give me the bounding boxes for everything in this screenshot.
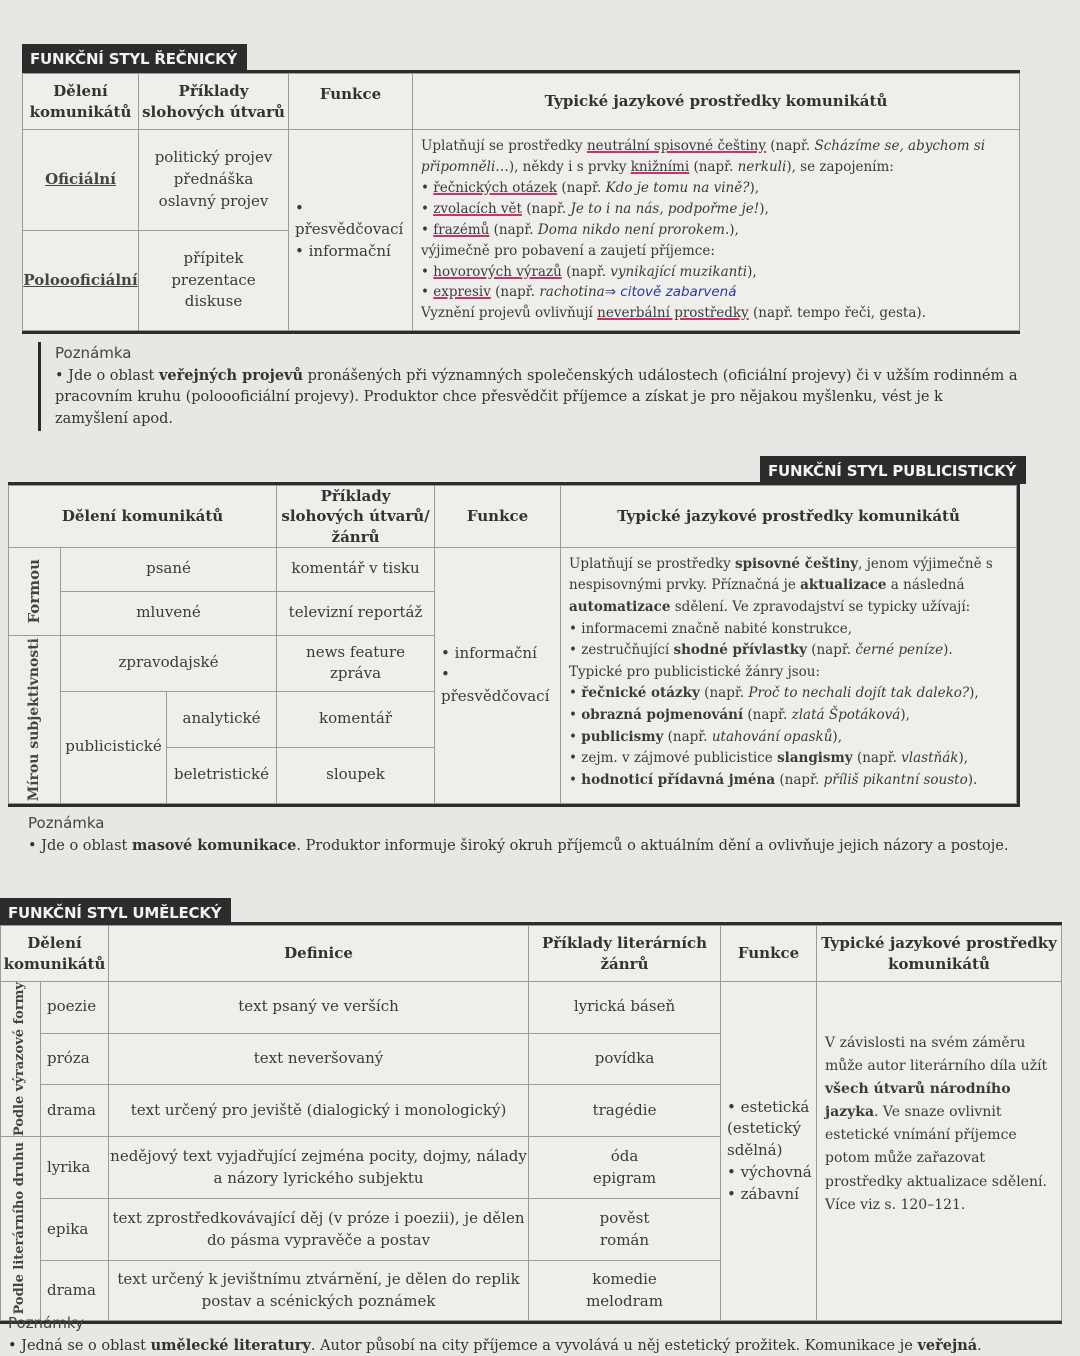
note-umelecky: [8, 1312, 1058, 1356]
function-item: • výchovná: [727, 1162, 812, 1181]
row-examples-oficialni: politický projev přednáška oslavný projev: [139, 130, 289, 231]
row-examples-polooficialni: přípitek prezentace diskuse: [139, 230, 289, 331]
row-label: drama: [41, 1261, 109, 1321]
row-label: drama: [41, 1085, 109, 1137]
umelecky-table: [0, 925, 1062, 1321]
functions-cell: [435, 547, 561, 803]
publicisticky-table: [8, 485, 1017, 804]
header-funkce: Funkce: [289, 74, 413, 130]
row-label: próza: [41, 1033, 109, 1085]
tag-publicisticky: FUNKČNÍ STYL PUBLICISTICKÝ: [760, 456, 1026, 484]
header-deleni: Dělení komunikátů: [23, 74, 139, 130]
header-prostredky: Typické jazykové prostředky komunikátů: [817, 926, 1062, 982]
function-item: • přesvědčovací: [441, 665, 550, 706]
row-label: epika: [41, 1199, 109, 1261]
row-example: povídka: [529, 1033, 721, 1085]
function-item: • estetická (estetický sdělná): [727, 1097, 810, 1160]
function-item: • informační: [295, 242, 391, 261]
functions-cell: [289, 130, 413, 331]
header-priklady: Příklady slohových útvarů/žánrů: [277, 486, 435, 548]
function-item: • informační: [441, 643, 537, 662]
functions-cell: [721, 982, 817, 1321]
section-umelecky: [0, 922, 1062, 1354]
row-definition: text zprostředkovávající děj (v próze i poezii), je dělen do pásma vypravěče a postav: [109, 1199, 529, 1261]
row-definition: nedějový text vyjadřující zejména pocity, dojmy, nálady a názory lyrického subjektu: [109, 1137, 529, 1199]
means-line: • zestručňující shodné přívlastky (např. černé peníze).: [569, 642, 953, 659]
means-line: Uplatňují se prostředky neutrální spisovné češtiny (např. Scházíme se, abychom si připomněli…), někdy i s prvky knižními (např. nerkuli), se zapojením:: [421, 138, 986, 175]
row-example: pověst román: [529, 1199, 721, 1261]
means-line: • řečnických otázek (např. Kdo je tomu na vině?),: [421, 179, 760, 196]
means-cell: [561, 547, 1017, 803]
row-definition: text psaný ve verších: [109, 982, 529, 1034]
row-definition: text určený k jevištnímu ztvárnění, je dělen do replik postav a scénických poznámek: [109, 1261, 529, 1321]
row-example: komedie melodram: [529, 1261, 721, 1321]
means-line: výjimečně pro pobavení a zaujetí příjemce:: [421, 242, 715, 259]
means-line: Typické pro publicistické žánry jsou:: [569, 663, 821, 680]
header-funkce: Funkce: [721, 926, 817, 982]
header-definice: Definice: [109, 926, 529, 982]
section-recnicky: [22, 70, 1020, 427]
header-prostredky: Typické jazykové prostředky komunikátů: [561, 486, 1017, 548]
note-publicisticky: [28, 812, 1020, 857]
row-beletristicke: beletristické: [167, 747, 277, 803]
header-funkce: Funkce: [435, 486, 561, 548]
note-title: Poznámky: [8, 1314, 84, 1332]
means-line: • hodnoticí přídavná jména (např. příliš pikantní sousto).: [569, 771, 978, 788]
example-mluvene: televizní reportáž: [277, 591, 435, 635]
note-text: • Jde o oblast veřejných projevů pronášených při významných společenských událostech (oficiální projevy) či v užším rodinném a pracovním kruhu (poloooficiální projevy). Produktor chce přesvědčit příjemce a získat je pro nějakou myšlenku, vést je k zamyšlení apod.: [55, 366, 1018, 427]
header-priklady: Příklady slohových útvarů: [139, 74, 289, 130]
row-label-oficialni: Oficiální: [23, 130, 139, 231]
row-publicisticke: publicistické: [61, 691, 167, 803]
row-example: óda epigram: [529, 1137, 721, 1199]
note-text: • Jde o oblast masové komunikace. Produktor informuje široký okruh příjemců o aktuálním dění a ovlivňuje jejich názory a postoje.: [28, 836, 1009, 854]
means-cell: [413, 130, 1020, 331]
header-deleni: Dělení komunikátů: [9, 486, 277, 548]
means-line: • informacemi značně nabité konstrukce,: [569, 620, 853, 637]
group-formou: Formou: [9, 547, 61, 635]
group-literarniho-druhu: Podle literárního druhu: [1, 1137, 41, 1321]
header-prostredky: Typické jazykové prostředky komunikátů: [413, 74, 1020, 130]
header-priklady: Příklady literárních žánrů: [529, 926, 721, 982]
example-analyticke: komentář: [277, 691, 435, 747]
row-example: lyrická báseň: [529, 982, 721, 1034]
example-zpravodajske: news feature zpráva: [277, 635, 435, 691]
row-mluvene: mluvené: [61, 591, 277, 635]
header-deleni: Dělení komunikátů: [1, 926, 109, 982]
row-label: poezie: [41, 982, 109, 1034]
means-line: • řečnické otázky (např. Proč to nechali dojít tak daleko?),: [569, 685, 979, 702]
example-beletristicke: sloupek: [277, 747, 435, 803]
note-title: Poznámka: [55, 344, 132, 362]
handwritten-note: ⇒ citově zabarvená: [604, 284, 737, 301]
note-recnicky: [38, 342, 1018, 431]
means-line: • obrazná pojmenování (např. zlatá Špotáková),: [569, 706, 910, 723]
row-example: tragédie: [529, 1085, 721, 1137]
means-line: • publicismy (např. utahování opasků),: [569, 728, 842, 745]
tag-recnicky: FUNKČNÍ STYL ŘEČNICKÝ: [22, 44, 247, 72]
row-psane: psané: [61, 547, 277, 591]
means-line: Uplatňují se prostředky spisovné češtiny, jenom výjimečně s nespisovnými prvky. Příznačná je aktualizace a následná automatizace sdělení. Ve zpravodajství se typicky užívají:: [569, 555, 993, 615]
function-item: • přesvědčovací: [295, 198, 404, 239]
means-line: • hovorových výrazů (např. vynikající muzikanti),: [421, 263, 757, 280]
means-line: • expresiv (např. rachotina⇒ citově zabarvená: [421, 284, 737, 301]
row-label-polooficialni: Poloooficiální: [23, 230, 139, 331]
row-definition: text určený pro jeviště (dialogický i monologický): [109, 1085, 529, 1137]
recnicky-table: [22, 73, 1020, 331]
means-line: • zejm. v zájmové publicistice slangismy (např. vlastňák),: [569, 750, 968, 767]
group-mirou: Mírou subjektivnosti: [9, 635, 61, 803]
function-item: • zábavní: [727, 1184, 799, 1203]
row-definition: text neveršovaný: [109, 1033, 529, 1085]
note-text: • Jedná se o oblast umělecké literatury. Autor působí na city příjemce a vyvolává u něj estetický prožitek. Komunikace je veřejná.: [8, 1336, 982, 1354]
note-title: Poznámka: [28, 814, 105, 832]
row-zpravodajske: zpravodajské: [61, 635, 277, 691]
means-line: • zvolacích vět (např. Je to i na nás, podpořme je!),: [421, 200, 769, 217]
row-label: lyrika: [41, 1137, 109, 1199]
means-cell: V závislosti na svém záměru může autor literárního díla užít všech útvarů národního jazyka. Ve snaze ovlivnit estetické vnímání příjemce potom může zařazovat prostředky aktualizace sdělení. Více viz s. 120–121.: [817, 982, 1062, 1321]
means-line: Vyznění projevů ovlivňují neverbální prostředky (např. tempo řeči, gesta).: [421, 305, 926, 322]
section-publicisticky: [8, 482, 1020, 854]
group-vyrazove-formy: Podle výrazové formy: [1, 982, 41, 1137]
means-line: • frazémů (např. Doma nikdo není prorokem.),: [421, 221, 739, 238]
row-analyticke: analytické: [167, 691, 277, 747]
tag-umelecky: FUNKČNÍ STYL UMĚLECKÝ: [0, 898, 231, 926]
example-psane: komentář v tisku: [277, 547, 435, 591]
